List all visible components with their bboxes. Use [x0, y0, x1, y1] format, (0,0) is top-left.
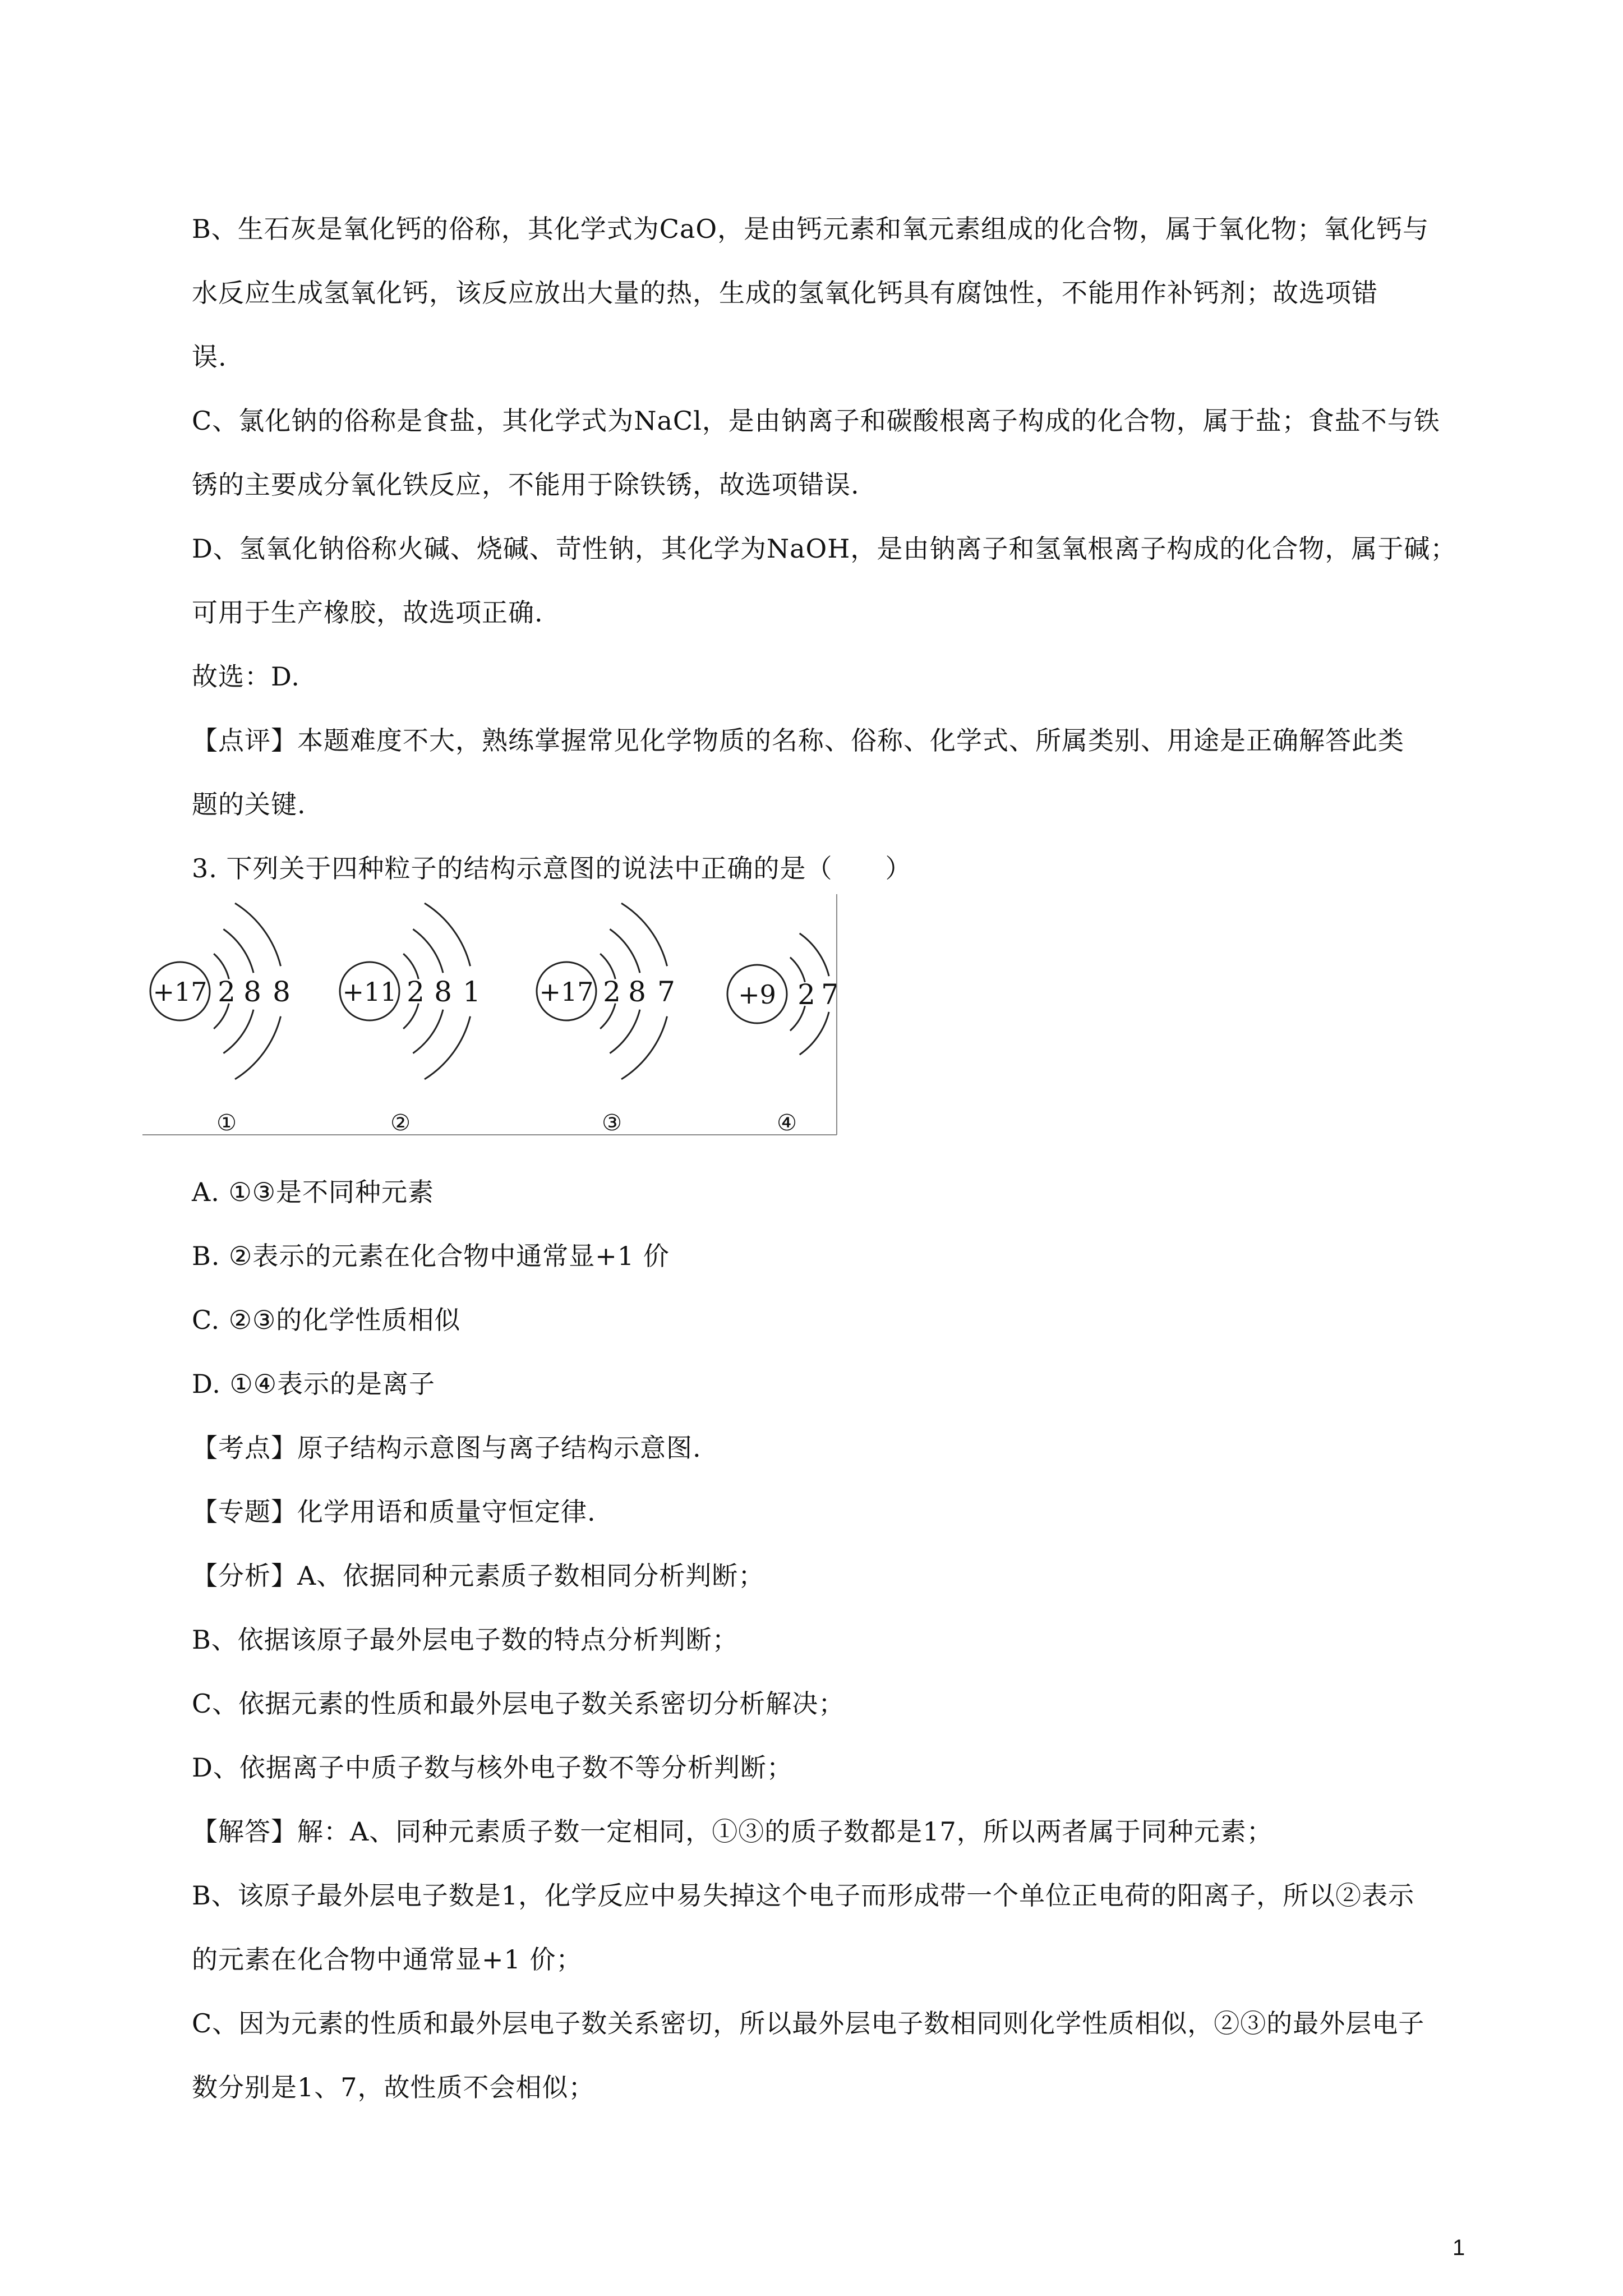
text-line: D. ①④表示的是离子	[192, 1369, 435, 1399]
text-line: C、氯化钠的俗称是食盐，其化学式为NaCl，是由钠离子和碳酸根离子构成的化合物，属于盐；食盐不与铁	[192, 406, 1440, 436]
electron-shell-arc	[425, 903, 471, 966]
shell-electron-count: 1	[463, 976, 481, 1008]
particle-label: ①	[216, 1110, 237, 1136]
shell-electron-count: 2	[218, 976, 236, 1008]
text-line: D、依据离子中质子数与核外电子数不等分析判断；	[192, 1752, 793, 1783]
electron-shell-arc	[223, 1010, 253, 1053]
shell-electron-count: 7	[821, 978, 839, 1011]
nucleus-charge: +11	[342, 977, 397, 1007]
electron-shell-arc	[610, 1010, 640, 1053]
electron-shell-arc	[800, 933, 829, 976]
nucleus-charge: +17	[153, 977, 208, 1007]
electron-shell-arc	[235, 1016, 281, 1079]
shell-electron-count: 8	[273, 976, 291, 1008]
text-line: 锈的主要成分氧化铁反应，不能用于除铁锈，故选项错误.	[192, 470, 860, 500]
electron-shell-arc	[413, 929, 443, 973]
text-line: A. ①③是不同种元素	[192, 1177, 434, 1207]
shell-electron-count: 7	[657, 976, 675, 1008]
shell-electron-count: 2	[797, 978, 815, 1011]
particle-label: ②	[390, 1110, 411, 1136]
text-line: C. ②③的化学性质相似	[192, 1305, 461, 1335]
text-line: 【分析】A、依据同种元素质子数相同分析判断；	[192, 1561, 765, 1591]
text-line: B、依据该原子最外层电子数的特点分析判断；	[192, 1625, 739, 1655]
nucleus-charge: +17	[539, 977, 594, 1007]
text-line: 数分别是1、7，故性质不会相似；	[192, 2072, 595, 2102]
text-line: 题的关键.	[192, 789, 306, 820]
text-line: B、该原子最外层电子数是1，化学反应中易失掉这个电子而形成带一个单位正电荷的阳离子，所以②表示	[192, 1880, 1415, 1911]
shell-electron-count: 2	[603, 976, 621, 1008]
electron-shell-arc	[610, 929, 640, 973]
electron-shell-arc	[621, 903, 667, 966]
text-line: 【专题】化学用语和质量守恒定律.	[192, 1497, 596, 1527]
electron-shell-arc	[425, 1016, 471, 1079]
text-line: 水反应生成氢氧化钙，该反应放出大量的热，生成的氢氧化钙具有腐蚀性，不能用作补钙剂；故选项错	[192, 278, 1378, 308]
shell-electron-count: 8	[243, 976, 261, 1008]
particle-label: ③	[602, 1110, 622, 1136]
answer-text-bottom	[192, 1160, 1493, 2119]
text-line: B. ②表示的元素在化合物中通常显+1 价	[192, 1241, 670, 1271]
text-line: 误.	[192, 342, 227, 372]
nucleus-charge: +9	[738, 979, 776, 1010]
text-line: C、依据元素的性质和最外层电子数关系密切分析解决；	[192, 1688, 845, 1719]
text-line: 故选：D.	[192, 661, 300, 692]
electron-shell-arc	[413, 1010, 443, 1053]
electron-shell-arc	[235, 903, 281, 966]
shell-electron-count: 8	[434, 976, 452, 1008]
text-line: 【考点】原子结构示意图与离子结构示意图.	[192, 1433, 702, 1463]
shell-electron-count: 2	[407, 976, 425, 1008]
electron-shell-arc	[800, 1012, 829, 1055]
text-line: D、氢氧化钠俗称火碱、烧碱、苛性钠，其化学为NaOH，是由钠离子和氢氧根离子构成的化合物，属于碱；	[192, 533, 1457, 564]
text-line: 的元素在化合物中通常显+1 价；	[192, 1944, 583, 1975]
text-line: B、生石灰是氧化钙的俗称，其化学式为CaO，是由钙元素和氧元素组成的化合物，属于氧化物；氧化钙与	[192, 214, 1430, 244]
electron-shell-arc	[223, 929, 253, 973]
text-line: 可用于生产橡胶，故选项正确.	[192, 597, 543, 628]
particle-label: ④	[777, 1110, 797, 1136]
page-number: 1	[1453, 2235, 1465, 2260]
shell-electron-count: 8	[628, 976, 646, 1008]
answer-text-top	[192, 197, 1493, 900]
particle-structure-diagram	[140, 886, 841, 1156]
text-line: 3. 下列关于四种粒子的结构示意图的说法中正确的是（ ）	[192, 853, 912, 884]
text-line: 【解答】解：A、同种元素质子数一定相同，①③的质子数都是17，所以两者属于同种元素；	[192, 1816, 1273, 1847]
text-line: C、因为元素的性质和最外层电子数关系密切，所以最外层电子数相同则化学性质相似，②③的最外层电子	[192, 2008, 1425, 2039]
text-line: 【点评】本题难度不大，熟练掌握常见化学物质的名称、俗称、化学式、所属类别、用途是正确解答此类	[192, 725, 1404, 756]
electron-shell-arc	[621, 1016, 667, 1079]
